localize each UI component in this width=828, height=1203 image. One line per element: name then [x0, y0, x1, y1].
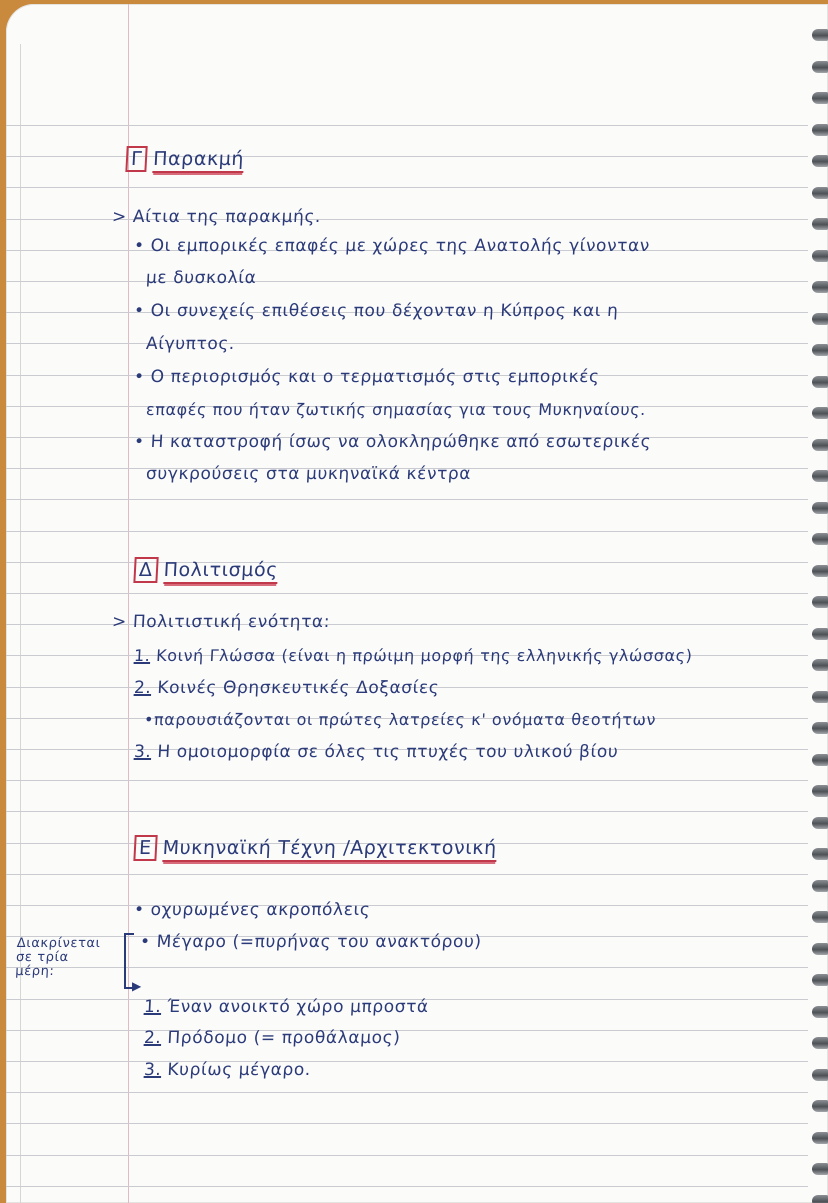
pink-margin-line: [128, 4, 129, 1203]
spiral-coil-icon: [812, 628, 828, 640]
bullet-continuation: συγκρούσεις στα μυκηναϊκά κέντρα: [145, 464, 472, 484]
numbered-item: [134, 646, 694, 665]
bullet-text: Μέγαρο (=πυρήνας του ανακτόρου): [156, 932, 483, 952]
arrow-marker-icon: >: [111, 207, 134, 227]
subheading-cultural-unity: [111, 612, 330, 632]
item-number: 1.: [133, 646, 151, 665]
ruled-line: [6, 281, 808, 282]
bullet-text: οχυρωμένες ακροπόλεις: [150, 900, 371, 920]
item-text: Η ομοιομορφία σε όλες τις πτυχές του υλικού βίου: [156, 742, 619, 762]
spiral-coil-icon: [812, 1163, 828, 1175]
spiral-coil-icon: [812, 29, 828, 41]
numbered-item: [143, 1060, 311, 1080]
ruled-line: [6, 499, 808, 500]
spiral-coil-icon: [812, 565, 828, 577]
spiral-coil-icon: [812, 785, 828, 797]
spiral-coil-icon: [812, 1069, 828, 1081]
spiral-coil-icon: [812, 848, 828, 860]
spiral-coil-icon: [812, 124, 828, 136]
subheading-causes: [111, 207, 321, 227]
bullet-text: Η καταστροφή ίσως να ολοκληρώθηκε από εσωτερικές: [150, 432, 652, 452]
section-letter-box: Ε: [133, 835, 157, 861]
spiral-coil-icon: [812, 722, 828, 734]
bullet-continuation: Αίγυπτος.: [145, 334, 236, 354]
ruled-line: [6, 874, 808, 875]
spiral-coil-icon: [812, 187, 828, 199]
spiral-coil-icon: [812, 1006, 828, 1018]
spiral-coil-icon: [812, 281, 828, 293]
item-text: Κοινή Γλώσσα (είναι η πρώιμη μορφή της ελληνικής γλώσσας): [155, 646, 694, 665]
spiral-coil-icon: [812, 502, 828, 514]
numbered-item: [133, 678, 439, 698]
bullet-continuation: επαφές που ήταν ζωτικής σημασίας για τους Μυκηναίους.: [145, 400, 647, 419]
item-number: 2.: [133, 678, 152, 698]
spiral-binding: [810, 24, 828, 1203]
item-text: Κυρίως μέγαρο.: [166, 1060, 312, 1080]
ruled-line: [6, 905, 808, 906]
sub-bullet: •παρουσιάζονται οι πρώτες λατρείες κ' ονόματα θεοτήτων: [143, 710, 657, 729]
item-text: Έναν ανοικτό χώρο μπροστά: [166, 997, 430, 1017]
spiral-coil-icon: [812, 61, 828, 73]
ruled-line: [6, 1030, 808, 1031]
spiral-coil-icon: [812, 1195, 828, 1203]
spiral-coil-icon: [812, 974, 828, 986]
spiral-coil-icon: [812, 313, 828, 325]
bullet-line: • Οι συνεχείς επιθέσεις που δέχονταν η Κύπρος και η: [133, 301, 620, 321]
section-letter-box: Γ: [125, 146, 148, 172]
ruled-line: [6, 1186, 808, 1187]
margin-note-line: Διακρίνεται: [16, 936, 102, 951]
spiral-coil-icon: [812, 155, 828, 167]
ruled-line: [6, 1061, 808, 1062]
spiral-coil-icon: [812, 880, 828, 892]
spiral-coil-icon: [812, 1100, 828, 1112]
item-number: 1.: [143, 997, 162, 1017]
ruled-line: [6, 125, 808, 126]
ruled-line: [6, 562, 808, 563]
arrow-marker-icon: >: [111, 612, 134, 632]
item-number: 3.: [133, 742, 152, 762]
margin-note: [15, 937, 101, 979]
margin-note-line: σε τρία: [15, 950, 70, 965]
item-text: Κοινές Θρησκευτικές Δοξασίες: [156, 678, 440, 698]
bullet-line: • οχυρωμένες ακροπόλεις: [133, 900, 371, 920]
spiral-coil-icon: [812, 1037, 828, 1049]
notebook-page: [6, 4, 828, 1203]
spiral-coil-icon: [812, 911, 828, 923]
section-heading-delta: [133, 557, 278, 584]
subheading-text: Πολιτιστική ενότητα:: [132, 612, 331, 632]
section-letter-box: Δ: [133, 557, 158, 583]
ruled-line: [6, 531, 808, 532]
spiral-coil-icon: [812, 596, 828, 608]
ruled-line: [6, 1123, 808, 1124]
spiral-coil-icon: [812, 407, 828, 419]
bullet-text: Οι συνεχείς επιθέσεις που δέχονταν η Κύπρος και η: [150, 301, 620, 321]
numbered-item: [143, 997, 429, 1017]
arrow-right-icon: ▶: [132, 979, 142, 993]
spiral-coil-icon: [812, 817, 828, 829]
bullet-line: • Οι εμπορικές επαφές με χώρες της Ανατολής γίνονταν: [133, 236, 651, 256]
bullet-line: • Μέγαρο (=πυρήνας του ανακτόρου): [139, 932, 483, 952]
subheading-text: Αίτια της παρακμής.: [132, 207, 322, 227]
bullet-line: • Ο περιορισμός και ο τερματισμός στις εμπορικές: [133, 367, 601, 387]
ruled-line: [6, 811, 808, 812]
ruled-line: [6, 343, 808, 344]
spiral-coil-icon: [812, 250, 828, 262]
section-title: Μυκηναϊκή Τέχνη /Αρχιτεκτονική: [162, 837, 497, 862]
spiral-coil-icon: [812, 943, 828, 955]
spiral-coil-icon: [812, 218, 828, 230]
spiral-coil-icon: [812, 376, 828, 388]
section-heading-gamma: [125, 146, 245, 173]
ruled-line: [6, 780, 808, 781]
spiral-coil-icon: [812, 659, 828, 671]
spiral-coil-icon: [812, 691, 828, 703]
ruled-line: [6, 1155, 808, 1156]
numbered-item: [143, 1028, 401, 1048]
spiral-coil-icon: [812, 533, 828, 545]
bullet-text: Οι εμπορικές επαφές με χώρες της Ανατολής γίνονταν: [150, 236, 651, 256]
spiral-coil-icon: [812, 754, 828, 766]
section-title: Πολιτισμός: [163, 559, 279, 584]
item-text: Πρόδομο (= προθάλαμος): [166, 1028, 401, 1048]
numbered-item: [133, 742, 618, 762]
item-number: 3.: [143, 1060, 162, 1080]
bullet-text: Ο περιορισμός και ο τερματισμός στις εμπορικές: [150, 367, 601, 387]
ruled-line: [6, 593, 808, 594]
spiral-coil-icon: [812, 344, 828, 356]
ruled-line: [6, 1092, 808, 1093]
item-number: 2.: [143, 1028, 162, 1048]
section-title: Παρακμή: [152, 148, 244, 173]
spiral-coil-icon: [812, 1132, 828, 1144]
ruled-line: [6, 187, 808, 188]
spiral-coil-icon: [812, 470, 828, 482]
spiral-coil-icon: [812, 439, 828, 451]
margin-note-line: μέρη:: [14, 964, 55, 979]
bullet-continuation: με δυσκολία: [145, 268, 257, 288]
section-heading-epsilon: [133, 835, 497, 862]
spiral-coil-icon: [812, 92, 828, 104]
bullet-line: • Η καταστροφή ίσως να ολοκληρώθηκε από εσωτερικές: [133, 432, 652, 452]
